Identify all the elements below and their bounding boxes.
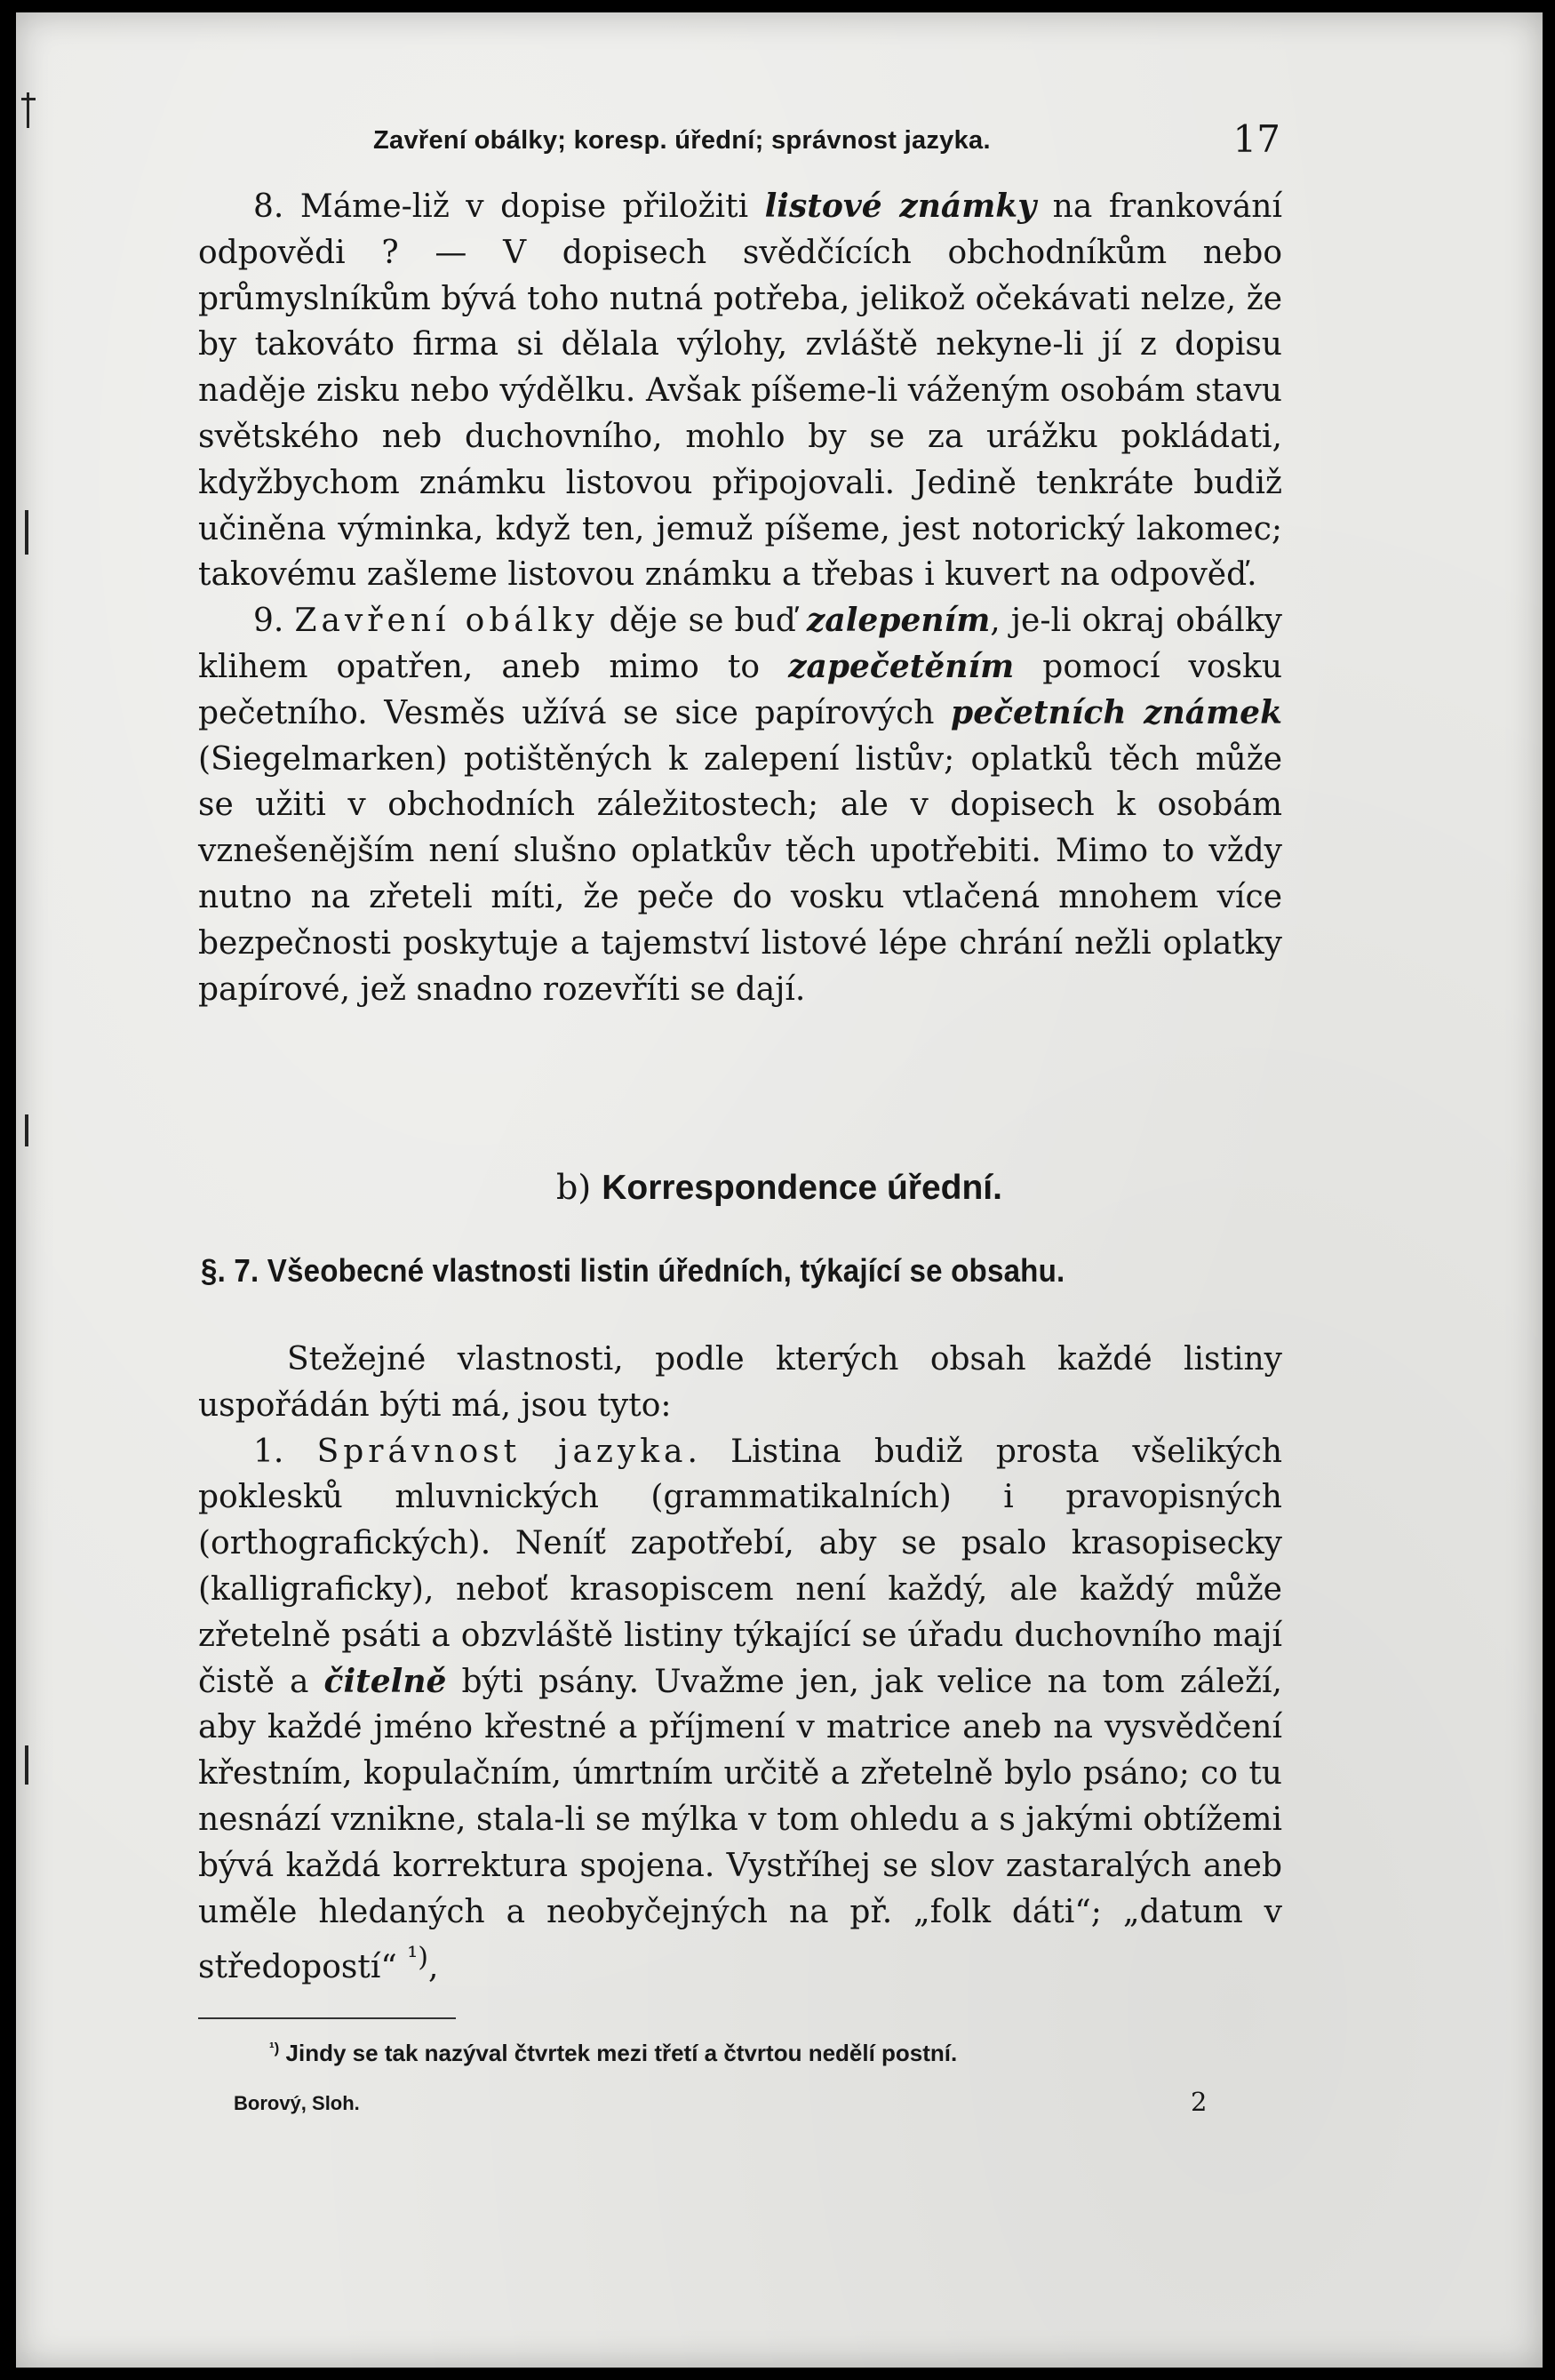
paragraph-9	[198, 598, 1282, 1012]
item-1-number: 1.	[253, 1433, 317, 1470]
paragraph-9-text-2: , je-li okraj obálky klihem opatřen, aneb mimo to	[198, 603, 1282, 685]
paragraph-9-emphasis-1: zalepením	[806, 602, 991, 640]
footnote-reference: ¹)	[407, 1942, 428, 1974]
footnote-text: Jindy se tak nazýval čtvrtek mezi třetí a čtvrtou nedělí postní.	[279, 2040, 958, 2066]
paragraph-8-number: 8.	[253, 188, 300, 225]
footnote-marker: ¹)	[269, 2040, 280, 2057]
paragraph-9-emphasis-2: zapečetěním	[788, 647, 1015, 685]
paragraph-8	[198, 184, 1282, 598]
item-1-spaced-heading: Správnost jazyka	[316, 1433, 688, 1470]
section-7-text	[198, 1337, 1282, 1991]
paragraph-9-emphasis-3: pečetních známek	[951, 693, 1283, 731]
margin-mark	[21, 98, 36, 100]
paragraph-9-text-1: děje se buď	[598, 603, 807, 640]
footnote	[269, 2040, 957, 2067]
margin-mark	[25, 1745, 28, 1785]
main-text	[198, 184, 1282, 1012]
item-1-text-1: . Listina budiž prosta všelikých poklesků mluvnických (grammatikalních) i pravopisných (orthografických). Neníť zapotřebí, aby se psalo krasopisecky (kalligraficky), neboť krasopiscem není každý, ale každý může zřetelně psáti a obzvláště listiny týkající se úřadu duchovního mají čistě a	[198, 1433, 1283, 1700]
item-1-text-3: ,	[427, 1949, 439, 1986]
section-b-title: Korrespondence úřední.	[602, 1169, 1002, 1207]
running-head	[183, 117, 1280, 174]
running-head-title: Zavření obálky; koresp. úřední; správnost jazyka.	[373, 126, 991, 155]
margin-mark	[25, 510, 28, 555]
section-heading-7: §. 7. Všeobecné vlastnosti listin úředních, týkající se obsahu.	[201, 1252, 1065, 1289]
paragraph-8-text-2: na frankování odpovědi ? — V dopisech svědčících obchodníkům nebo průmyslníkům bývá toho nutná potřeba, jelikož očekávati nelze, že by takováto firma si dělala výlohy, zvláště nekyne-li jí z dopisu naděje zisku nebo výdělku. Avšak píšeme-li váženým osobám stavu světského neb duchovního, mohlo by se za urážku pokládati, kdyžbychom známku listovou připojovali. Jedině tenkráte budiž učiněna výminka, když ten, jemuž píšeme, jest notorický lakomec; takovému zašleme listovou známku a třebas i kuvert na odpověď.	[198, 188, 1282, 594]
section-b-prefix: b)	[556, 1168, 602, 1207]
item-1-text-2: býti psány. Uvažme jen, jak velice na tom záleží, aby každé jméno křestné a příjmení v matrice aneb na vysvědčení křestním, kopulačním, úmrtním určitě a zřetelně bylo psáno; co tu nesnází vznikne, stala-li se mýlka v tom ohledu a s jakými obtížemi bývá každá korrektura spojena. Vystříhej se slov zastaralých aneb uměle hledaných a neobyčejných na př. „folk dáti“; „datum v středopostí“	[198, 1663, 1282, 1986]
paragraph-9-text-4: (Siegelmarken) potištěných k zalepení listův; oplatků těch může se užiti v obchodních záležitostech; ale v dopisech k osobám vznešenějším není slušno oplatkův těch upotřebiti. Mimo to vždy nutno na zřeteli míti, že peče do vosku vtlačená mnohem více bezpečnosti poskytuje a tajemství listové lépe chrání nežli oplatky papírové, jež snadno rozevříti se dají.	[198, 740, 1282, 1008]
book-page	[16, 12, 1543, 2368]
paragraph-9-spaced-heading: Zavření obálky	[294, 603, 599, 640]
item-1-paragraph	[198, 1429, 1282, 1992]
printer-signature: Borový, Sloh.	[234, 2092, 360, 2114]
footnote-rule	[198, 2017, 456, 2019]
paragraph-9-text-3: pomocí vosku pečetního. Vesměs užívá se sice papírových	[198, 648, 1283, 731]
paragraph-8-text-1: Máme-liž v dopise přiložiti	[299, 188, 765, 225]
paragraph-8-emphasis: listové známky	[764, 188, 1037, 225]
item-1-emphasis: čitelně	[323, 1662, 447, 1700]
margin-mark	[25, 1114, 28, 1146]
section-heading-b	[16, 1168, 1543, 1208]
sheet-number: 2	[1191, 2087, 1208, 2117]
page-number: 17	[1232, 117, 1280, 161]
intro-paragraph: Stežejné vlastnosti, podle kterých obsah každé listiny uspořádán býti má, jsou tyto:	[198, 1341, 1282, 1424]
paragraph-9-number: 9.	[253, 603, 295, 640]
